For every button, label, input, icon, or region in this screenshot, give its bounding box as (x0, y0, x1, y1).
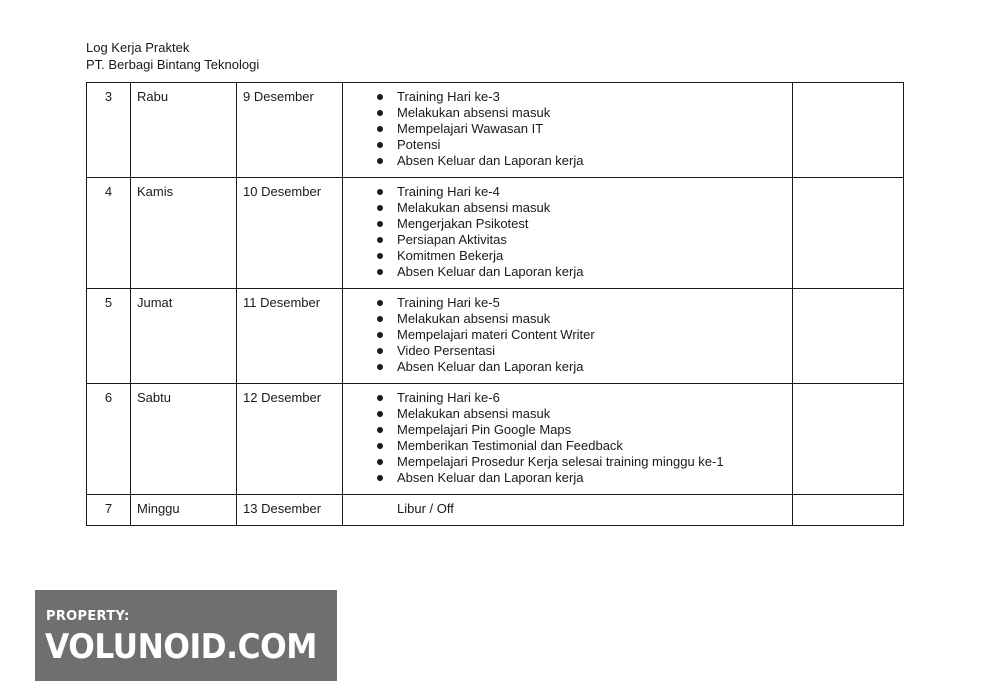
table-row (87, 289, 904, 384)
row-day: Minggu (131, 495, 237, 526)
table-row (87, 83, 904, 178)
activity-item: Training Hari ke-5 (397, 295, 786, 311)
activity-item: Memberikan Testimonial dan Feedback (397, 438, 786, 454)
row-activities (343, 178, 793, 289)
row-activities (343, 83, 793, 178)
activity-item: Absen Keluar dan Laporan kerja (397, 470, 786, 486)
row-extra (793, 384, 904, 495)
company-name: PT. Berbagi Bintang Teknologi (86, 57, 260, 72)
activity-item: Persiapan Aktivitas (397, 232, 786, 248)
row-activities (343, 384, 793, 495)
table-row (87, 495, 904, 526)
row-number: 3 (87, 83, 131, 178)
activity-item: Mempelajari materi Content Writer (397, 327, 786, 343)
activity-item: Melakukan absensi masuk (397, 105, 786, 121)
row-number: 7 (87, 495, 131, 526)
activity-item: Video Persentasi (397, 343, 786, 359)
row-number: 4 (87, 178, 131, 289)
activity-item: Training Hari ke-4 (397, 184, 786, 200)
row-activities (343, 495, 793, 526)
row-day: Rabu (131, 83, 237, 178)
table-row (87, 384, 904, 495)
activity-item: Mengerjakan Psikotest (397, 216, 786, 232)
table-row (87, 178, 904, 289)
row-day: Kamis (131, 178, 237, 289)
row-date: 12 Desember (237, 384, 343, 495)
activity-item: Training Hari ke-3 (397, 89, 786, 105)
row-extra (793, 83, 904, 178)
row-activities (343, 289, 793, 384)
document-header (86, 39, 259, 73)
row-extra (793, 495, 904, 526)
row-date: 9 Desember (237, 83, 343, 178)
activity-item: Mempelajari Wawasan IT (397, 121, 786, 137)
activity-note: Libur / Off (397, 501, 454, 516)
activity-item: Melakukan absensi masuk (397, 406, 786, 422)
row-date: 13 Desember (237, 495, 343, 526)
watermark-site: VOLUNOID.COM (45, 627, 317, 667)
watermark-banner (35, 590, 337, 681)
activity-item: Komitmen Bekerja (397, 248, 786, 264)
activity-item: Mempelajari Prosedur Kerja selesai training minggu ke-1 (397, 454, 786, 470)
watermark-label: PROPERTY: (46, 609, 130, 624)
row-day: Jumat (131, 289, 237, 384)
row-number: 5 (87, 289, 131, 384)
activity-item: Potensi (397, 137, 786, 153)
activity-item: Mempelajari Pin Google Maps (397, 422, 786, 438)
row-number: 6 (87, 384, 131, 495)
activity-item: Melakukan absensi masuk (397, 311, 786, 327)
activity-item: Absen Keluar dan Laporan kerja (397, 153, 786, 169)
document-title: Log Kerja Praktek (86, 40, 190, 55)
row-date: 10 Desember (237, 178, 343, 289)
activity-item: Training Hari ke-6 (397, 390, 786, 406)
activity-item: Melakukan absensi masuk (397, 200, 786, 216)
activity-item: Absen Keluar dan Laporan kerja (397, 264, 786, 280)
row-extra (793, 289, 904, 384)
row-day: Sabtu (131, 384, 237, 495)
row-date: 11 Desember (237, 289, 343, 384)
row-extra (793, 178, 904, 289)
log-table (86, 82, 904, 526)
activity-item: Absen Keluar dan Laporan kerja (397, 359, 786, 375)
